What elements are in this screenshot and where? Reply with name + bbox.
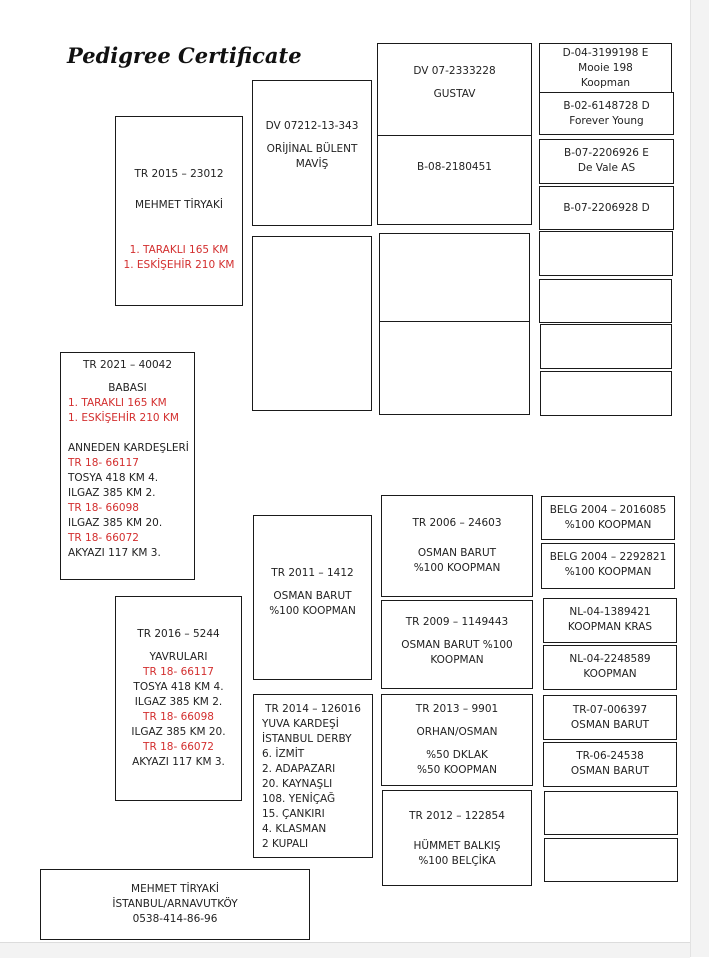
dsds-line: NL-04-1389421 (569, 606, 651, 618)
dsds-line: KOOPMAN KRAS (567, 621, 653, 633)
page-edge-right (690, 0, 709, 957)
dssd-line: %100 KOOPMAN (564, 566, 652, 578)
dam-line: ILGAZ 385 KM 2. (134, 696, 223, 708)
sibling-result: TOSYA 418 KM 4. (68, 472, 159, 484)
ddd-line: HÜMMET BALKIŞ (413, 840, 501, 852)
sds-card (379, 233, 530, 323)
dam-line: TR 18- 66072 (143, 741, 214, 753)
sibling-ring: TR 18- 66098 (68, 502, 139, 514)
sire-owner: MEHMET TİRYAKİ (135, 199, 223, 211)
sss-ring: DV 07-2333228 (413, 65, 496, 77)
father-result: 1. ESKİŞEHİR 210 KM (68, 412, 179, 424)
sibling-result: ILGAZ 385 KM 20. (68, 517, 163, 529)
dsds-card (543, 598, 677, 643)
ssds-line: De Vale AS (577, 162, 636, 174)
sire-sire-name: ORİJİNAL BÜLENT (266, 143, 358, 155)
dssd-line: BELG 2004 – 2292821 (549, 551, 667, 563)
dam-dam-card (253, 694, 373, 858)
dsdd-line: KOOPMAN (583, 668, 637, 680)
dam-label: YAVRULARI (149, 651, 208, 663)
dam-sire-line: OSMAN BARUT (273, 590, 352, 602)
father-result: 1. TARAKLI 165 KM (68, 397, 167, 409)
ddss-card (543, 695, 677, 740)
sibling-result: ILGAZ 385 KM 2. (68, 487, 156, 499)
dss-line: OSMAN BARUT (417, 547, 497, 559)
page-title: Pedigree Certificate (67, 43, 302, 68)
breeder-card (40, 869, 310, 940)
dsd-card (381, 600, 533, 689)
dam-dam-line: 6. İZMİT (262, 748, 305, 760)
sibling-ring: TR 18- 66072 (68, 532, 139, 544)
sire-sire-card (252, 80, 372, 226)
dam-dam-line: 2 KUPALI (262, 838, 309, 850)
dam-dam-line: 4. KLASMAN (262, 823, 327, 835)
ssds-card (539, 139, 674, 184)
ssss-line: Mooie 198 (578, 62, 633, 74)
dam-dam-line: 2. ADAPAZARI (262, 763, 336, 775)
sire-card (115, 116, 243, 306)
dsss-line: BELG 2004 – 2016085 (549, 504, 667, 516)
dam-dam-line: 15. ÇANKIRI (262, 808, 325, 820)
ddd-line: %100 BELÇİKA (418, 855, 496, 867)
sssd-card (539, 92, 674, 135)
sssd-line: B-02-6148728 D (563, 100, 650, 112)
dss-card (381, 495, 533, 597)
ddd-card (382, 790, 532, 886)
sire-dam-card (252, 236, 372, 411)
sdd-card (379, 321, 530, 415)
dsd-line: KOOPMAN (430, 654, 484, 666)
sss-card (377, 43, 532, 136)
pigeon-card (60, 352, 195, 580)
dam-dam-line: İSTANBUL DERBY (262, 733, 352, 745)
dds-card (381, 694, 533, 786)
dam-sire-card (253, 515, 372, 680)
ssds-line: B-07-2206926 E (564, 147, 649, 159)
ssss-line: Koopman (580, 77, 631, 89)
ssss-line: D-04-3199198 E (562, 47, 649, 59)
dam-line: ILGAZ 385 KM 20. (131, 726, 226, 738)
siblings-label: ANNEDEN KARDEŞLERİ (68, 442, 189, 454)
sire-sire-name: MAVİŞ (295, 158, 329, 170)
dss-line: %100 KOOPMAN (413, 562, 501, 574)
ddds-card (544, 791, 678, 835)
dam-ring: TR 2016 – 5244 (137, 628, 220, 640)
ssss-card (539, 43, 672, 93)
ssd-card (377, 135, 532, 225)
dssd-card (541, 543, 675, 589)
sire-result: 1. TARAKLI 165 KM (129, 244, 229, 256)
dss-ring: TR 2006 – 24603 (412, 517, 502, 529)
sdsd-card (539, 279, 672, 323)
ddsd-line: OSMAN BARUT (570, 765, 650, 777)
dam-line: TR 18- 66098 (143, 711, 214, 723)
dam-line: AKYAZI 117 KM 3. (132, 756, 225, 768)
breeder-location: İSTANBUL/ARNAVUTKÖY (112, 898, 238, 910)
sdds-card (540, 324, 672, 369)
breeder-name: MEHMET TİRYAKİ (131, 883, 219, 895)
ssd-ring: B-08-2180451 (417, 161, 492, 173)
dds-line: %50 DKLAK (426, 749, 488, 761)
sss-name: GUSTAV (433, 88, 476, 100)
dsdd-card (543, 645, 677, 690)
ssdd-line: B-07-2206928 D (563, 202, 650, 214)
sdss-card (539, 231, 673, 276)
ssdd-card (539, 186, 674, 230)
page-edge-bottom (0, 942, 690, 958)
father-label: BABASI (108, 382, 147, 394)
dds-ring: TR 2013 – 9901 (415, 703, 499, 715)
sssd-line: Forever Young (569, 115, 644, 127)
ddd-ring: TR 2012 – 122854 (409, 810, 505, 822)
sddd-card (540, 371, 672, 416)
ddss-line: TR-07-006397 (572, 704, 648, 716)
dds-line: ORHAN/OSMAN (416, 726, 498, 738)
dam-line: TOSYA 418 KM 4. (133, 681, 224, 693)
dam-dam-line: YUVA KARDEŞİ (262, 718, 339, 730)
dam-dam-line: 20. KAYNAŞLI (262, 778, 333, 790)
dam-card (115, 596, 242, 801)
sibling-ring: TR 18- 66117 (68, 457, 139, 469)
ddsd-card (543, 742, 677, 787)
sire-sire-ring: DV 07212-13-343 (265, 120, 359, 132)
dsd-line: OSMAN BARUT %100 (401, 639, 513, 651)
ddss-line: OSMAN BARUT (570, 719, 650, 731)
dam-dam-line: 108. YENİÇAĞ (262, 793, 336, 805)
dam-sire-ring: TR 2011 – 1412 (271, 567, 354, 579)
dsd-ring: TR 2009 – 1149443 (405, 616, 509, 628)
sire-result: 1. ESKİŞEHİR 210 KM (123, 259, 235, 271)
dddd-card (544, 838, 678, 882)
pigeon-ring: TR 2021 – 40042 (82, 359, 173, 371)
sibling-result: AKYAZI 117 KM 3. (68, 547, 161, 559)
dam-sire-line: %100 KOOPMAN (269, 605, 356, 617)
ddsd-line: TR-06-24538 (576, 750, 644, 762)
dam-dam-ring: TR 2014 – 126016 (265, 703, 361, 715)
breeder-phone: 0538-414-86-96 (132, 913, 218, 925)
dsdd-line: NL-04-2248589 (569, 653, 651, 665)
sire-ring: TR 2015 – 23012 (134, 168, 224, 180)
dam-line: TR 18- 66117 (143, 666, 214, 678)
dsss-card (541, 496, 675, 540)
dsss-line: %100 KOOPMAN (564, 519, 652, 531)
dds-line: %50 KOOPMAN (417, 764, 497, 776)
